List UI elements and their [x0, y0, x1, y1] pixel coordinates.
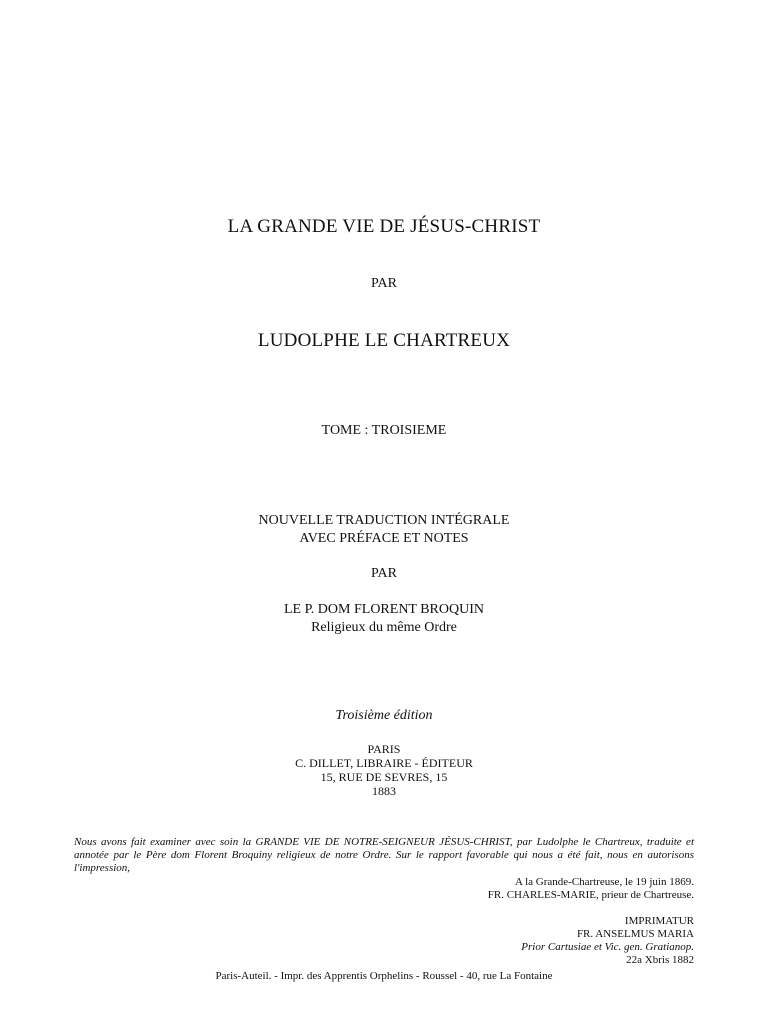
book-title: LA GRANDE VIE DE JÉSUS-CHRIST: [227, 216, 541, 237]
translation-block: [0, 512, 768, 548]
par-label-1: PAR: [371, 276, 397, 291]
printer-footer: Paris-Auteil. - Impr. des Apprentis Orphelins - Roussel - 40, rue La Fontaine: [215, 970, 553, 982]
translation-line-1: NOUVELLE TRADUCTION INTÉGRALE: [258, 513, 510, 528]
publication-year: 1883: [372, 784, 396, 798]
imprimatur-block: [294, 915, 694, 967]
publisher-name: C. DILLET, LIBRAIRE - ÉDITEUR: [295, 756, 473, 770]
approval-text: Nous avons fait examiner avec soin la GRANDE VIE DE NOTRE-SEIGNEUR JÉSUS-CHRIST, par Ludolphe le Chartreux, traduite et annotée par le Père dom Florent Broquiny religieux de notre Ordre. Sur le rapport favorable qui nous a été fait, nous en autorisons l'impression,: [74, 836, 694, 874]
publisher-city: PARIS: [367, 742, 401, 756]
publisher-address: 15, RUE DE SEVRES, 15: [320, 770, 448, 784]
approval-place-date: A la Grande-Chartreuse, le 19 juin 1869.: [514, 876, 694, 888]
translator-role: Religieux du même Ordre: [311, 620, 457, 635]
edition-label: Troisième édition: [335, 708, 433, 723]
publisher-block: [0, 742, 768, 798]
imprimatur-label: IMPRIMATUR: [624, 915, 694, 927]
translator-block: [0, 601, 768, 637]
approval-signatory: FR. CHARLES-MARIE, prieur de Chartreuse.: [487, 889, 694, 901]
approval-signature: [294, 876, 694, 902]
tome-label: TOME : TROISIEME: [321, 423, 447, 438]
par-label-2: PAR: [371, 566, 397, 581]
imprimatur-title: Prior Cartusiae et Vic. gen. Gratianop.: [521, 941, 694, 953]
translation-line-2: AVEC PRÉFACE ET NOTES: [299, 531, 469, 546]
author-name: LUDOLPHE LE CHARTREUX: [257, 330, 511, 351]
imprimatur-name: FR. ANSELMUS MARIA: [576, 928, 694, 940]
translator-name: LE P. DOM FLORENT BROQUIN: [283, 602, 485, 617]
imprimatur-date: 22a Xbris 1882: [626, 954, 694, 966]
